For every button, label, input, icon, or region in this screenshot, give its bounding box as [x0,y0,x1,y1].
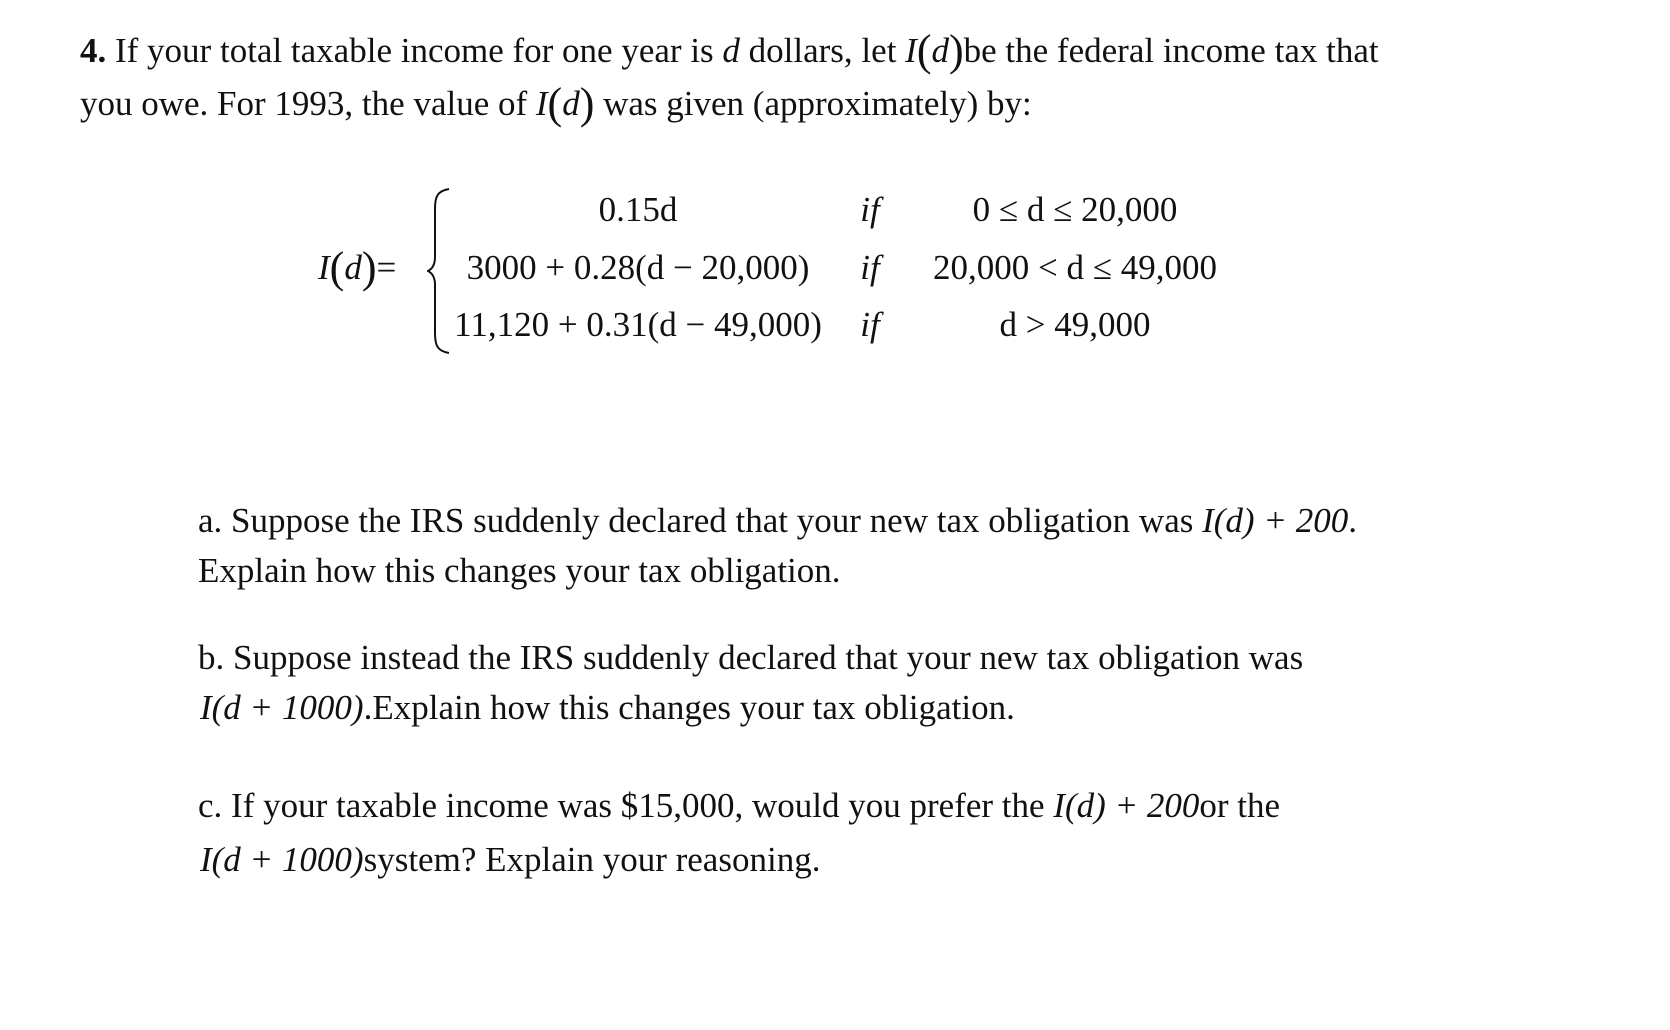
intro2-text-1: you owe. For 1993, the value of [80,84,536,123]
case-2-expression: 3000 + 0.28(d − 20,000) [466,248,810,287]
intro2-text-2: was given (approximately) by: [594,84,1032,123]
problem-number: 4. [80,31,107,70]
question-a-text: a. Suppose the IRS suddenly declared that your new tax obligation was [198,501,1203,540]
question-a-line-1 [198,503,1357,538]
intro-line-2 [80,79,1032,128]
question-c-line-1 [198,788,1280,823]
paren-close: ) [361,243,377,292]
intro-line-1 [80,26,1379,75]
question-b-line-1: b. Suppose instead the IRS suddenly declared that your new tax obligation was [198,638,1304,677]
question-c-end: or the [1199,786,1281,825]
question-c-math-2: I(d + 1000) [200,840,364,879]
case-2-condition: 20,000 < d ≤ 49,000 [933,248,1217,287]
lhs-equals: = [376,248,397,287]
lhs-func-I: I [318,248,330,287]
intro-text-2: dollars, let [739,31,906,70]
intro-var-d: d [722,31,740,70]
case-1-expression: 0.15d [598,190,678,229]
paren-close: ) [579,79,595,128]
question-a-line-2: Explain how this changes your tax obligation. [198,551,841,590]
intro2-func-arg: d [562,84,580,123]
intro2-func-I: I [535,84,548,123]
question-c-line-2 [200,842,820,877]
question-b-line-2 [200,690,1015,725]
case-1-if: if [860,190,880,229]
paren-close: ) [948,26,964,75]
intro-text-3: be the federal income tax that [963,31,1379,70]
paren-open: ( [329,243,345,292]
question-b-math: I(d + 1000) [200,688,364,727]
lhs-func-arg: d [344,248,362,287]
question-c-math: I(d) + 200 [1053,786,1200,825]
paren-open: ( [916,26,932,75]
question-c-text: c. If your taxable income was $15,000, would you prefer the [198,786,1054,825]
question-a-math: I(d) + 200 [1202,501,1349,540]
question-b-text: .Explain how this changes your tax obligation. [363,688,1015,727]
question-a-end: . [1348,501,1357,540]
case-2-if: if [860,248,880,287]
intro-func-I: I [905,31,917,70]
case-3-condition: d > 49,000 [999,305,1151,344]
piecewise-lhs [318,243,397,292]
case-1-condition: 0 ≤ d ≤ 20,000 [972,190,1178,229]
paren-open: ( [547,79,563,128]
intro-func-arg: d [931,31,949,70]
intro-text-1: If your total taxable income for one year is [106,31,723,70]
case-3-expression: 11,120 + 0.31(d − 49,000) [454,305,822,344]
case-3-if: if [860,305,880,344]
question-c-text-2: system? Explain your reasoning. [363,840,821,879]
